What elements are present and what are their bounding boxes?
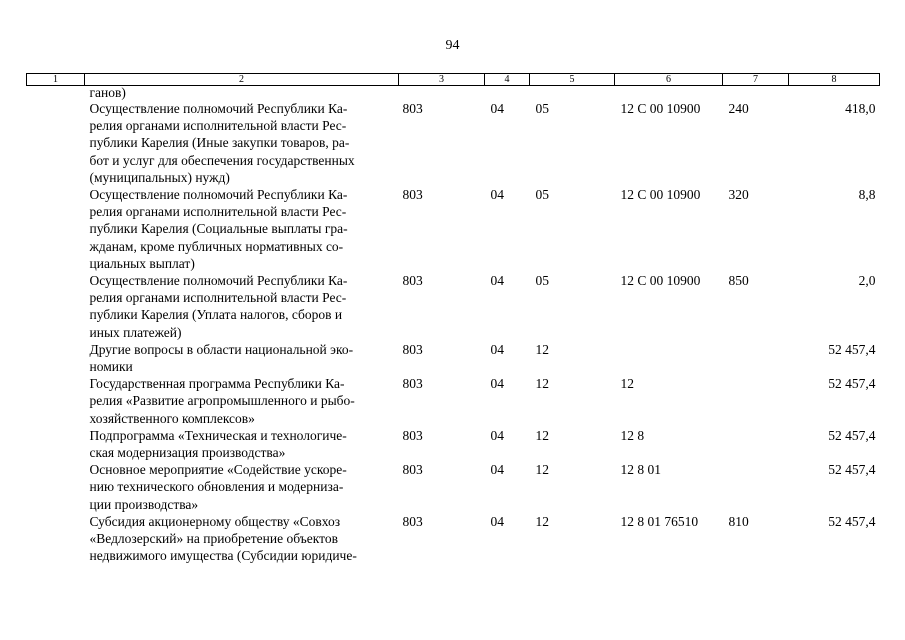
description-line: недвижимого имущества (Субсидии юридиче- xyxy=(89,548,357,564)
column-header: 1 xyxy=(27,74,85,86)
column-number-row xyxy=(27,74,880,86)
table-body xyxy=(27,86,880,565)
row-description xyxy=(85,461,399,513)
target-article-code: 12 С 00 10900 xyxy=(620,101,701,116)
row-number-cell xyxy=(27,461,85,513)
ministry-code: 803 xyxy=(402,427,423,443)
target-article-code: 12 С 00 10900 xyxy=(620,187,701,203)
row-description xyxy=(85,100,399,186)
row-number-cell xyxy=(27,341,85,375)
subsection-code: 12 xyxy=(535,427,549,443)
description-line: нию технического обновления и модерниза- xyxy=(89,479,344,495)
subsection-code: 05 xyxy=(535,273,549,289)
description-line: публики Карелия (Уплата налогов, сборов и xyxy=(89,307,343,323)
ministry-code: 803 xyxy=(402,187,423,203)
description-line: публики Карелия (Социальные выплаты гра- xyxy=(89,221,348,237)
budget-table xyxy=(26,73,880,564)
description-line: ская модернизация производства» xyxy=(89,445,286,461)
target-article-code xyxy=(615,341,723,375)
column-header: 3 xyxy=(399,74,485,86)
expense-type-code: 810 xyxy=(728,513,749,529)
section-code: 04 xyxy=(490,187,504,203)
description-line: «Ведлозерский» на приобретение объектов xyxy=(89,531,338,547)
table-row xyxy=(27,186,880,272)
table-row xyxy=(27,513,880,565)
section-code: 04 xyxy=(490,273,504,289)
table-row xyxy=(27,100,880,186)
section-code: 04 xyxy=(490,341,504,357)
expense-type-code xyxy=(723,341,789,375)
target-article-code: 12 8 01 76510 xyxy=(620,513,699,529)
expense-type-code: 240 xyxy=(728,101,749,116)
amount: 8,8 xyxy=(858,187,876,203)
section-code: 04 xyxy=(490,376,504,392)
ministry-code: 803 xyxy=(402,513,423,529)
description-line: релия органами исполнительной власти Рес- xyxy=(89,204,347,220)
subsection-code: 12 xyxy=(535,341,549,357)
section-code: 04 xyxy=(490,101,504,116)
description-line: (муниципальных) нужд) xyxy=(89,169,230,185)
target-article-code: 12 xyxy=(620,376,634,392)
column-header: 4 xyxy=(485,74,530,86)
row-description xyxy=(85,513,399,565)
description-line: жданам, кроме публичных нормативных со- xyxy=(89,238,344,254)
target-article-code: 12 С 00 10900 xyxy=(620,273,701,289)
amount: 2,0 xyxy=(858,273,876,289)
subsection-code: 12 xyxy=(535,376,549,392)
row-number-cell xyxy=(27,375,85,427)
subsection-code: 05 xyxy=(535,187,549,203)
description-line: Осуществление полномочий Республики Ка- xyxy=(89,101,348,116)
continuation-row xyxy=(27,86,880,101)
description-line: Осуществление полномочий Республики Ка- xyxy=(89,187,348,203)
row-number-cell xyxy=(27,427,85,461)
amount: 52 457,4 xyxy=(828,513,876,529)
description-line: Субсидия акционерному обществу «Совхоз xyxy=(89,513,341,529)
amount: 52 457,4 xyxy=(828,376,876,392)
ministry-code: 803 xyxy=(402,273,423,289)
column-header: 7 xyxy=(723,74,789,86)
description-line: Государственная программа Республики Ка- xyxy=(89,376,345,392)
column-header: 5 xyxy=(530,74,615,86)
description-line: релия «Развитие агропромышленного и рыбо- xyxy=(89,393,355,409)
description-line: публики Карелия (Иные закупки товаров, ра- xyxy=(89,135,350,151)
row-description xyxy=(85,186,399,272)
table-row xyxy=(27,272,880,341)
description-line: хозяйственного комплексов» xyxy=(89,410,255,426)
row-description xyxy=(85,341,399,375)
row-number-cell xyxy=(27,100,85,186)
page-number: 94 xyxy=(445,38,460,53)
expense-type-code xyxy=(723,461,789,513)
table-row xyxy=(27,461,880,513)
section-code: 04 xyxy=(490,513,504,529)
subsection-code: 12 xyxy=(535,513,549,529)
target-article-code: 12 8 01 xyxy=(620,462,661,478)
expense-type-code: 850 xyxy=(728,273,749,289)
amount: 52 457,4 xyxy=(828,341,876,357)
column-header: 2 xyxy=(85,74,399,86)
ministry-code: 803 xyxy=(402,341,423,357)
table-row xyxy=(27,375,880,427)
description-line: номики xyxy=(89,359,133,375)
subsection-code: 05 xyxy=(535,101,549,116)
description-line: Другие вопросы в области национальной эко- xyxy=(89,341,354,357)
description-line: иных платежей) xyxy=(89,324,182,340)
amount: 52 457,4 xyxy=(828,462,876,478)
row-description xyxy=(85,272,399,341)
description-line: Подпрограмма «Техническая и технологиче- xyxy=(89,427,347,443)
ministry-code: 803 xyxy=(402,376,423,392)
table-row xyxy=(27,341,880,375)
continuation-text: ганов) xyxy=(89,85,126,100)
description-line: циальных выплат) xyxy=(89,255,195,271)
row-number-cell xyxy=(27,272,85,341)
section-code: 04 xyxy=(490,462,504,478)
row-number-cell xyxy=(27,513,85,565)
target-article-code: 12 8 xyxy=(620,427,645,443)
column-header: 6 xyxy=(615,74,723,86)
amount: 418,0 xyxy=(845,101,876,116)
expense-type-code xyxy=(723,375,789,427)
amount: 52 457,4 xyxy=(828,427,876,443)
column-header: 8 xyxy=(789,74,880,86)
table-row xyxy=(27,427,880,461)
ministry-code: 803 xyxy=(402,101,423,116)
description-line: бот и услуг для обеспечения государственных xyxy=(89,152,355,168)
description-line: релия органами исполнительной власти Рес- xyxy=(89,290,347,306)
expense-type-code xyxy=(723,427,789,461)
description-line: релия органами исполнительной власти Рес- xyxy=(89,118,347,134)
ministry-code: 803 xyxy=(402,462,423,478)
description-line: ции производства» xyxy=(89,496,199,512)
expense-type-code: 320 xyxy=(728,187,749,203)
row-number-cell xyxy=(27,186,85,272)
description-line: Основное мероприятие «Содействие ускоре- xyxy=(89,462,347,478)
section-code: 04 xyxy=(490,427,504,443)
row-description xyxy=(85,427,399,461)
description-line: Осуществление полномочий Республики Ка- xyxy=(89,273,348,289)
subsection-code: 12 xyxy=(535,462,549,478)
row-description xyxy=(85,375,399,427)
